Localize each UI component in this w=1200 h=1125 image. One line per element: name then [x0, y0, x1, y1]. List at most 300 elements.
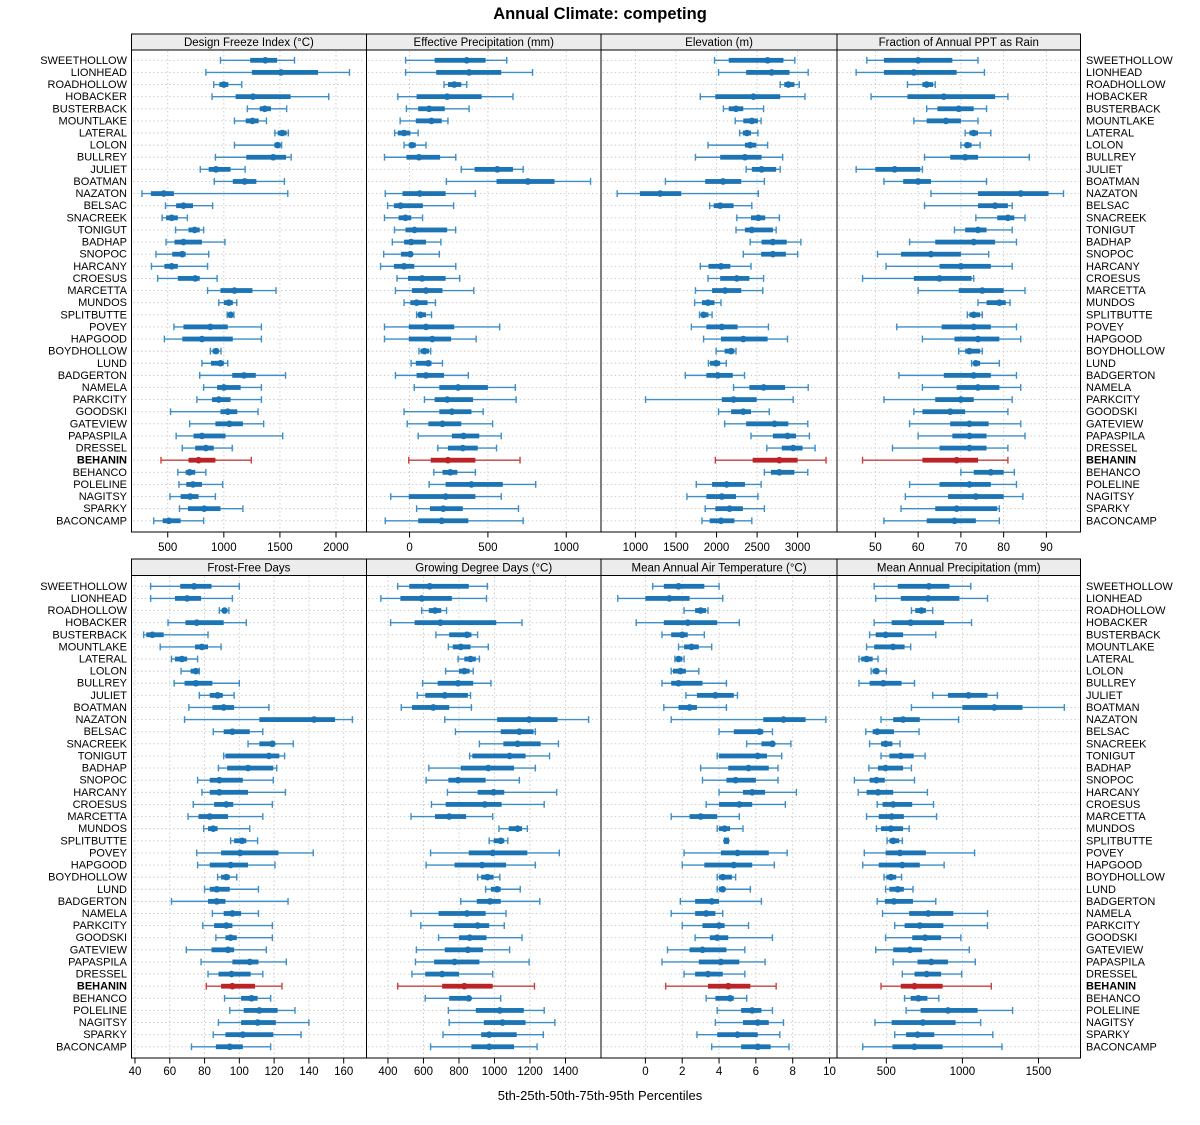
box-25-75 [469, 850, 528, 855]
median-dot [951, 517, 958, 524]
median-dot [726, 505, 733, 512]
median-dot [180, 202, 187, 209]
site-label-right: BADGERTON [1086, 369, 1156, 382]
site-label-left: BADHAP [81, 762, 127, 775]
median-dot [890, 801, 897, 808]
site-label-right: BACONCAMP [1086, 515, 1157, 528]
box-25-75 [402, 191, 445, 196]
site-label-right: POLELINE [1086, 1004, 1140, 1017]
median-dot [227, 934, 234, 941]
median-dot [246, 959, 253, 966]
median-dot [216, 789, 223, 796]
median-dot [409, 142, 416, 149]
median-dot [201, 505, 208, 512]
box-25-75 [183, 324, 227, 329]
median-dot [966, 348, 973, 355]
median-dot [180, 239, 187, 246]
site-label-right: NAGITSY [1086, 1017, 1135, 1030]
site-label-right: HARCANY [1086, 786, 1140, 799]
median-dot [749, 227, 756, 234]
median-dot [964, 142, 971, 149]
site-label-left: PAPASPILA [68, 956, 127, 969]
median-dot [717, 202, 724, 209]
median-dot [514, 825, 521, 832]
median-dot [474, 922, 481, 929]
median-dot [439, 971, 446, 978]
site-label-left: BELSAC [83, 200, 127, 213]
site-label-left: BUSTERBACK [52, 629, 127, 642]
median-dot [186, 469, 193, 476]
median-dot [428, 118, 435, 125]
median-dot [274, 142, 281, 149]
site-label-right: JULIET [1086, 689, 1123, 702]
box-25-75 [409, 324, 454, 329]
median-dot [882, 741, 889, 748]
median-dot [719, 493, 726, 500]
site-label-left: CROESUS [72, 272, 127, 285]
median-dot [187, 493, 194, 500]
site-label-left: BEHANIN [76, 454, 127, 467]
median-dot [915, 57, 922, 64]
median-dot [279, 130, 286, 137]
box-25-75 [664, 584, 705, 589]
median-dot [714, 934, 721, 941]
site-label-right: GATEVIEW [1086, 944, 1144, 957]
median-dot [716, 922, 723, 929]
site-label-left: BULLREY [76, 151, 127, 164]
median-dot [465, 947, 472, 954]
median-dot [770, 239, 777, 246]
median-dot [426, 583, 433, 590]
site-label-right: LIONHEAD [1086, 592, 1143, 605]
median-dot [958, 263, 965, 270]
box-25-75 [182, 337, 232, 342]
median-dot [411, 227, 418, 234]
axis-tick-label: 1500 [1025, 1066, 1052, 1078]
median-dot [256, 1007, 263, 1014]
box-25-75 [878, 766, 903, 771]
median-dot [714, 372, 721, 379]
median-dot [440, 505, 447, 512]
median-dot [758, 166, 765, 173]
site-label-right: HARCANY [1086, 260, 1140, 273]
median-dot [220, 704, 227, 711]
site-label-right: NAGITSY [1086, 491, 1135, 504]
median-dot [754, 1019, 761, 1026]
median-dot [966, 421, 973, 428]
box-25-75 [445, 947, 483, 952]
median-dot [918, 607, 925, 614]
median-dot [742, 154, 749, 161]
median-dot [213, 898, 220, 905]
box-25-75 [415, 620, 497, 625]
site-label-left: TONIGUT [77, 750, 127, 763]
site-label-left: POVEY [89, 321, 127, 334]
panel-strip-title: Design Freeze Index (°C) [183, 37, 314, 49]
median-dot [705, 971, 712, 978]
site-label-left: SNOPOC [79, 774, 127, 787]
median-dot [417, 311, 424, 318]
median-dot [970, 311, 977, 318]
site-label-left: NAMELA [81, 907, 127, 920]
box-25-75 [448, 778, 485, 783]
median-dot [413, 299, 420, 306]
site-label-right: MUNDOS [1086, 297, 1135, 310]
box-25-75 [886, 850, 926, 855]
median-dot [966, 481, 973, 488]
median-dot [750, 93, 757, 100]
site-label-left: PARKCITY [72, 394, 127, 407]
site-label-left: DRESSEL [75, 442, 127, 455]
box-25-75 [475, 167, 513, 172]
median-dot [880, 680, 887, 687]
box-25-75 [883, 802, 913, 807]
box-25-75 [940, 264, 991, 269]
median-dot [713, 360, 720, 367]
median-dot [227, 311, 234, 318]
box-25-75 [944, 373, 991, 378]
median-dot [184, 595, 191, 602]
median-dot [429, 336, 436, 343]
median-dot [894, 886, 901, 893]
box-25-75 [722, 397, 757, 402]
median-dot [193, 619, 200, 626]
median-dot [397, 202, 404, 209]
site-label-right: PAPASPILA [1086, 956, 1145, 969]
site-label-right: SWEETHOLLOW [1086, 580, 1173, 593]
median-dot [975, 336, 982, 343]
median-dot [245, 765, 252, 772]
median-dot [728, 348, 735, 355]
site-label-right: LIONHEAD [1086, 66, 1143, 79]
page-title: Annual Climate: competing [493, 5, 707, 23]
box-25-75 [409, 494, 476, 499]
median-dot [516, 728, 523, 735]
site-label-left: JULIET [90, 689, 127, 702]
median-dot [490, 789, 497, 796]
median-dot [776, 457, 783, 464]
median-dot [734, 850, 741, 857]
site-label-left: TONIGUT [77, 224, 127, 237]
box-25-75 [446, 802, 502, 807]
site-label-left: PARKCITY [72, 920, 127, 933]
site-label-right: LUND [1086, 883, 1116, 896]
site-label-right: PARKCITY [1086, 394, 1141, 407]
median-dot [419, 275, 426, 282]
x-axis-caption: 5th-25th-50th-75th-95th Percentiles [497, 1088, 703, 1103]
site-label-right: TONIGUT [1086, 750, 1136, 763]
site-label-right: BULLREY [1086, 151, 1137, 164]
axis-tick-label: 80 [997, 542, 1011, 554]
median-dot [416, 190, 423, 197]
site-label-left: BADHAP [81, 236, 127, 249]
box-25-75 [503, 741, 540, 746]
median-dot [754, 753, 761, 760]
median-dot [888, 825, 895, 832]
median-dot [421, 348, 428, 355]
box-25-75 [225, 1032, 273, 1037]
site-label-left: LIONHEAD [70, 66, 127, 79]
site-label-left: SPLITBUTTE [60, 835, 127, 848]
median-dot [494, 166, 501, 173]
site-label-left: MARCETTA [67, 811, 127, 824]
median-dot [506, 753, 513, 760]
site-label-left: SPARKY [83, 503, 127, 516]
box-25-75 [221, 984, 255, 989]
axis-tick-label: 400 [378, 1066, 398, 1078]
site-label-left: HOBACKER [65, 91, 127, 104]
median-dot [228, 971, 235, 978]
panel-strip-title: Mean Annual Precipitation (mm) [876, 562, 1041, 575]
site-label-right: BADHAP [1086, 762, 1132, 775]
median-dot [214, 692, 221, 699]
median-dot [423, 372, 430, 379]
median-dot [725, 983, 732, 990]
median-dot [479, 862, 486, 869]
median-dot [203, 445, 210, 452]
median-dot [463, 57, 470, 64]
site-label-left: NAGITSY [78, 1017, 127, 1030]
site-label-left: POVEY [89, 847, 127, 860]
site-label-right: BULLREY [1086, 677, 1137, 690]
site-label-right: BEHANIN [1086, 980, 1137, 993]
site-label-left: NAGITSY [78, 491, 127, 504]
site-label-right: JULIET [1086, 163, 1123, 176]
site-label-right: MOUNTLAKE [1086, 115, 1155, 128]
median-dot [229, 728, 236, 735]
site-label-left: NAZATON [75, 188, 127, 201]
median-dot [923, 971, 930, 978]
box-25-75 [210, 790, 248, 795]
axis-tick-label: 50 [868, 542, 882, 554]
box-25-75 [884, 70, 957, 75]
panel-strip-title: Elevation (m) [685, 37, 753, 49]
median-dot [191, 583, 198, 590]
median-dot [988, 469, 995, 476]
site-label-left: MUNDOS [78, 297, 127, 310]
box-25-75 [940, 482, 991, 487]
site-label-left: GATEVIEW [69, 418, 127, 431]
median-dot [149, 631, 156, 638]
site-label-right: ROADHOLLOW [1086, 605, 1166, 618]
site-label-left: BEHANIN [76, 980, 127, 993]
axis-tick-label: 40 [128, 1066, 142, 1078]
site-label-left: BACONCAMP [56, 515, 127, 528]
axis-tick-label: 1200 [517, 1066, 543, 1078]
median-dot [199, 336, 206, 343]
median-dot [484, 874, 491, 881]
median-dot [426, 105, 433, 112]
median-dot [499, 1019, 506, 1026]
median-dot [466, 69, 473, 76]
median-dot [768, 69, 775, 76]
site-label-left: SWEETHOLLOW [40, 54, 127, 67]
median-dot [193, 680, 200, 687]
axis-tick-label: 8 [789, 1066, 796, 1078]
median-dot [769, 741, 776, 748]
median-dot [485, 765, 492, 772]
median-dot [897, 850, 904, 857]
site-label-right: LOLON [1086, 665, 1124, 678]
median-dot [973, 493, 980, 500]
median-dot [216, 777, 223, 784]
median-dot [213, 886, 220, 893]
box-25-75 [942, 324, 991, 329]
median-dot [897, 753, 904, 760]
box-25-75 [188, 458, 215, 463]
site-label-left: LATERAL [78, 653, 127, 666]
box-25-75 [259, 717, 335, 722]
median-dot [1005, 215, 1012, 222]
median-dot [917, 922, 924, 929]
axis-tick-label: 1000 [553, 542, 580, 554]
median-dot [444, 396, 451, 403]
median-dot [920, 1019, 927, 1026]
median-dot [926, 583, 933, 590]
site-label-right: GATEVIEW [1086, 418, 1144, 431]
site-label-left: BULLREY [76, 677, 127, 690]
median-dot [925, 595, 932, 602]
axis-tick-label: 0 [406, 542, 413, 554]
median-dot [723, 837, 730, 844]
median-dot [451, 81, 458, 88]
site-label-right: GOODSKI [1086, 406, 1138, 419]
median-dot [161, 190, 168, 197]
median-dot [675, 680, 682, 687]
median-dot [227, 862, 234, 869]
box-25-75 [935, 240, 995, 245]
median-dot [723, 481, 730, 488]
box-25-75 [874, 644, 904, 649]
axis-tick-label: 2000 [323, 542, 349, 554]
median-dot [468, 481, 475, 488]
median-dot [890, 837, 897, 844]
median-dot [416, 154, 423, 161]
median-dot [907, 947, 914, 954]
median-dot [732, 777, 739, 784]
median-dot [241, 178, 248, 185]
median-dot [705, 299, 712, 306]
median-dot [958, 396, 965, 403]
median-dot [888, 813, 895, 820]
box-25-75 [719, 802, 752, 807]
box-25-75 [940, 446, 987, 451]
site-label-right: HOBACKER [1086, 617, 1148, 630]
median-dot [962, 154, 969, 161]
median-dot [278, 69, 285, 76]
median-dot [699, 947, 706, 954]
site-label-left: ROADHOLLOW [47, 79, 127, 92]
box-25-75 [435, 397, 473, 402]
median-dot [953, 505, 960, 512]
median-dot [447, 469, 454, 476]
median-dot [237, 850, 244, 857]
median-dot [900, 716, 907, 723]
median-dot [486, 1031, 493, 1038]
median-dot [734, 1031, 741, 1038]
box-25-75 [935, 506, 997, 511]
site-label-right: SNOPOC [1086, 248, 1134, 261]
box-25-75 [210, 778, 243, 783]
site-label-left: HOBACKER [65, 617, 127, 630]
median-dot [740, 336, 747, 343]
median-dot [863, 656, 870, 663]
site-label-right: SPARKY [1086, 1029, 1130, 1042]
axis-tick-label: 60 [163, 1066, 177, 1078]
median-dot [223, 922, 230, 929]
site-label-right: CROESUS [1086, 272, 1141, 285]
median-dot [733, 105, 740, 112]
site-label-right: BEHANCO [1086, 466, 1141, 479]
site-label-right: NAZATON [1086, 188, 1138, 201]
axis-tick-label: 1000 [949, 1066, 976, 1078]
axis-tick-label: 80 [198, 1066, 211, 1078]
box-25-75 [454, 923, 490, 928]
panel-strip-title: Growing Degree Days (°C) [415, 562, 553, 575]
median-dot [708, 898, 715, 905]
median-dot [207, 324, 214, 331]
site-label-left: HAPGOOD [70, 333, 127, 346]
median-dot [461, 668, 468, 675]
site-label-right: POLELINE [1086, 478, 1140, 491]
median-dot [744, 130, 751, 137]
site-label-right: SWEETHOLLOW [1086, 54, 1173, 67]
box-25-75 [715, 94, 780, 99]
median-dot [657, 190, 664, 197]
axis-tick-label: 2 [679, 1066, 686, 1078]
median-dot [718, 959, 725, 966]
median-dot [441, 692, 448, 699]
site-label-left: BOATMAN [73, 701, 127, 714]
site-label-right: DRESSEL [1086, 968, 1138, 981]
median-dot [213, 166, 220, 173]
panel-strip-title: Frost-Free Days [207, 562, 291, 575]
median-dot [730, 862, 737, 869]
median-dot [195, 457, 202, 464]
median-dot [991, 704, 998, 711]
median-dot [740, 408, 747, 415]
median-dot [464, 631, 471, 638]
box-25-75 [236, 94, 291, 99]
median-dot [891, 166, 898, 173]
site-label-right: ROADHOLLOW [1086, 79, 1166, 92]
median-dot [168, 215, 175, 222]
median-dot [720, 178, 727, 185]
site-label-right: BELSAC [1086, 726, 1130, 739]
median-dot [401, 130, 408, 137]
median-dot [965, 692, 972, 699]
median-dot [514, 741, 521, 748]
median-dot [191, 227, 198, 234]
median-dot [754, 1043, 761, 1050]
median-dot [460, 445, 467, 452]
median-dot [756, 728, 763, 735]
site-label-right: LATERAL [1086, 653, 1135, 666]
site-label-left: BOYDHOLLOW [48, 345, 127, 358]
median-dot [467, 656, 474, 663]
axis-tick-label: 500 [158, 542, 178, 554]
median-dot [225, 947, 232, 954]
median-dot [915, 178, 922, 185]
site-label-right: SPLITBUTTE [1086, 835, 1153, 848]
site-label-left: NAMELA [81, 381, 127, 394]
box-25-75 [905, 923, 944, 928]
median-dot [455, 777, 462, 784]
median-dot [430, 704, 437, 711]
median-dot [911, 983, 918, 990]
axis-tick-label: 1000 [622, 542, 649, 554]
median-dot [423, 287, 430, 294]
